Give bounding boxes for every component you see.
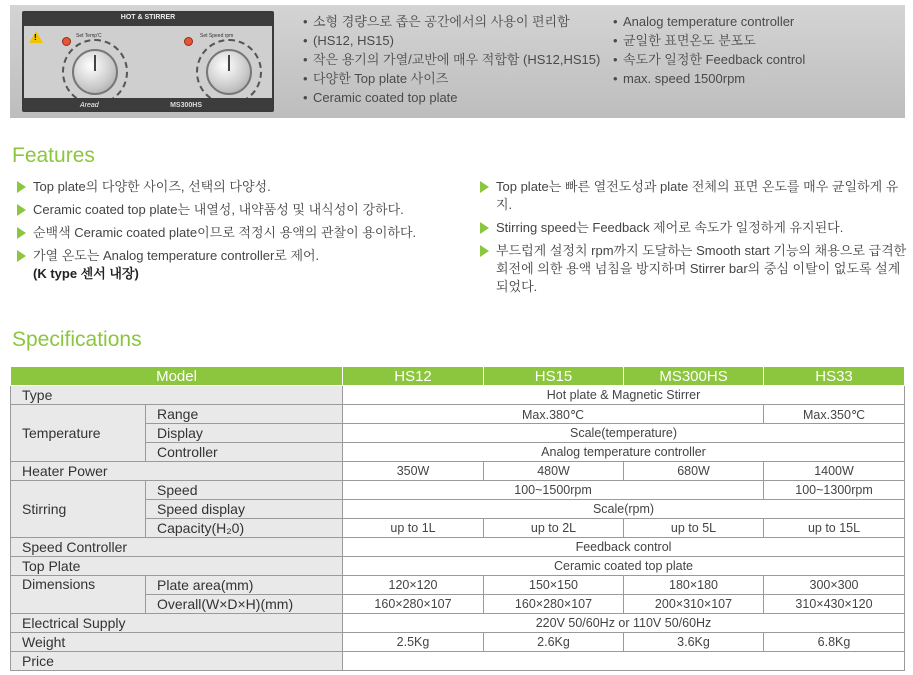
- banner-bullet: • 작은 용기의 가열/교반에 매우 적합함 (HS12,HS15): [303, 50, 600, 69]
- cell-value: 6.8Kg: [764, 633, 905, 652]
- cell-value: 180×180: [624, 576, 764, 595]
- feature-item: [12, 247, 452, 283]
- feature-item: [12, 178, 452, 196]
- temp-indicator-lamp-icon: [62, 37, 71, 46]
- row-label: Range: [146, 405, 343, 424]
- table-header-row: [11, 367, 905, 386]
- cell-value: Feedback control: [343, 538, 905, 557]
- header-hs33: HS33: [764, 367, 905, 386]
- cell-value: up to 1L: [343, 519, 484, 538]
- device-bottom-bar: [24, 98, 272, 110]
- row-group-label: Dimensions: [11, 576, 146, 614]
- table-row: [11, 595, 905, 614]
- cell-value: 160×280×107: [484, 595, 624, 614]
- banner-bullet: • 균일한 표면온도 분포도: [613, 31, 805, 50]
- cell-value: Max.350℃: [764, 405, 905, 424]
- cell-value: Max.380℃: [343, 405, 764, 424]
- speed-dial-label: Set Speed rpm: [200, 33, 234, 39]
- banner-bullet: • 소형 경량으로 좁은 공간에서의 사용이 편리함: [303, 12, 600, 31]
- row-label: Plate area(mm): [146, 576, 343, 595]
- header-hs15: HS15: [484, 367, 624, 386]
- features-right-column: [475, 178, 907, 301]
- triangle-bullet-icon: [17, 250, 26, 262]
- table-row: [11, 386, 905, 405]
- header-model: Model: [11, 367, 343, 386]
- feature-text: Ceramic coated top plate는 내열성, 내약품성 및 내식성이 강하다.: [33, 202, 404, 217]
- banner-bullet: [303, 31, 600, 50]
- cell-value: 3.6Kg: [624, 633, 764, 652]
- cell-value: 680W: [624, 462, 764, 481]
- cell-value: Scale(temperature): [343, 424, 905, 443]
- feature-text: 가열 온도는 Analog temperature controller로 제어.: [33, 248, 320, 263]
- row-label: Speed: [146, 481, 343, 500]
- features-left-column: [12, 178, 452, 288]
- banner-bullets-left: [303, 12, 600, 107]
- cell-value: Ceramic coated top plate: [343, 557, 905, 576]
- temp-dial-label: Set Temp'C: [76, 33, 102, 39]
- feature-text: Top plate의 다양한 사이즈, 선택의 다양성.: [33, 179, 271, 194]
- cell-value: 150×150: [484, 576, 624, 595]
- row-label: Controller: [146, 443, 343, 462]
- device-title: HOT & STIRRER: [120, 14, 176, 21]
- row-label: Display: [146, 424, 343, 443]
- table-row: [11, 519, 905, 538]
- feature-item: [12, 224, 452, 242]
- cell-value: 200×310×107: [624, 595, 764, 614]
- banner-bullet-text: (HS12, HS15): [313, 33, 394, 48]
- feature-text: 순백색 Ceramic coated plate이므로 적정시 용액의 관찰이 용이하다.: [33, 225, 417, 240]
- cell-value: 300×300: [764, 576, 905, 595]
- table-row: [11, 614, 905, 633]
- triangle-bullet-icon: [17, 204, 26, 216]
- feature-subtext: (K type 센서 내장): [33, 266, 139, 281]
- table-row: [11, 633, 905, 652]
- triangle-bullet-icon: [17, 181, 26, 193]
- cell-value: 310×430×120: [764, 595, 905, 614]
- feature-text: Top plate는 빠른 열전도성과 plate 전체의 표면 온도를 매우 균일하게 유지.: [496, 179, 899, 212]
- cell-value: Hot plate & Magnetic Stirrer: [343, 386, 905, 405]
- table-row: [11, 576, 905, 595]
- feature-text: Stirring speed는 Feedback 제어로 속도가 일정하게 유지된다.: [496, 220, 844, 235]
- row-label: Weight: [11, 633, 343, 652]
- cell-value: up to 2L: [484, 519, 624, 538]
- banner-bullet: • 다양한 Top plate 사이즈: [303, 69, 600, 88]
- cell-value: 2.6Kg: [484, 633, 624, 652]
- triangle-bullet-icon: [480, 222, 489, 234]
- cell-value: 480W: [484, 462, 624, 481]
- feature-item: [475, 178, 907, 214]
- banner-bullet: • max. speed 1500rpm: [613, 69, 805, 88]
- banner-bullet: • 속도가 일정한 Feedback control: [613, 50, 805, 69]
- banner-bullet: • Ceramic coated top plate: [303, 88, 600, 107]
- speed-dial-icon: [206, 49, 252, 95]
- device-image: [22, 11, 274, 112]
- cell-value: 350W: [343, 462, 484, 481]
- row-label: Price: [11, 652, 343, 671]
- table-row: [11, 481, 905, 500]
- cell-value: 100~1300rpm: [764, 481, 905, 500]
- features-title: Features: [12, 144, 95, 167]
- cell-value: up to 5L: [624, 519, 764, 538]
- row-label: Top Plate: [11, 557, 343, 576]
- feature-text: 부드럽게 설정치 rpm까지 도달하는 Smooth start 기능의 채용으로 급격한 회전에 의한 용액 넘침을 방지하며 Stirrer bar의 중심 이탈이 없도록 설계되었다.: [496, 243, 907, 294]
- table-row: [11, 500, 905, 519]
- row-label: Speed Controller: [11, 538, 343, 557]
- row-label: Speed display: [146, 500, 343, 519]
- row-label: Capacity(H₂0): [146, 519, 343, 538]
- table-row: [11, 557, 905, 576]
- header-ms300hs: MS300HS: [624, 367, 764, 386]
- row-label: Type: [11, 386, 343, 405]
- specifications-title: Specifications: [12, 328, 142, 351]
- product-banner: [10, 5, 905, 118]
- feature-item: [475, 242, 907, 296]
- table-row: [11, 443, 905, 462]
- table-row: [11, 462, 905, 481]
- table-row: [11, 405, 905, 424]
- feature-item: [475, 219, 907, 237]
- cell-value: 1400W: [764, 462, 905, 481]
- row-label: Overall(W×D×H)(mm): [146, 595, 343, 614]
- device-model: MS300HS: [170, 102, 202, 109]
- triangle-bullet-icon: [480, 245, 489, 257]
- cell-value: up to 15L: [764, 519, 905, 538]
- row-group-label: Temperature: [11, 405, 146, 462]
- table-row: [11, 652, 905, 671]
- triangle-bullet-icon: [480, 181, 489, 193]
- banner-bullets-right: [613, 12, 805, 88]
- triangle-bullet-icon: [17, 227, 26, 239]
- header-hs12: HS12: [343, 367, 484, 386]
- specifications-table: [10, 366, 905, 671]
- cell-value: [343, 652, 905, 671]
- table-row: [11, 424, 905, 443]
- row-group-label: Stirring: [11, 481, 146, 538]
- feature-item: [12, 201, 452, 219]
- cell-value: 120×120: [343, 576, 484, 595]
- row-label: Electrical Supply: [11, 614, 343, 633]
- speed-indicator-lamp-icon: [184, 37, 193, 46]
- cell-value: 2.5Kg: [343, 633, 484, 652]
- cell-value: 100~1500rpm: [343, 481, 764, 500]
- row-label: Heater Power: [11, 462, 343, 481]
- cell-value: Analog temperature controller: [343, 443, 905, 462]
- cell-value: 220V 50/60Hz or 110V 50/60Hz: [343, 614, 905, 633]
- device-brand: Aread: [80, 102, 99, 109]
- cell-value: 160×280×107: [343, 595, 484, 614]
- temp-dial-icon: [72, 49, 118, 95]
- warning-icon: !: [29, 31, 43, 43]
- table-row: [11, 538, 905, 557]
- cell-value: Scale(rpm): [343, 500, 905, 519]
- banner-bullet: • Analog temperature controller: [613, 12, 805, 31]
